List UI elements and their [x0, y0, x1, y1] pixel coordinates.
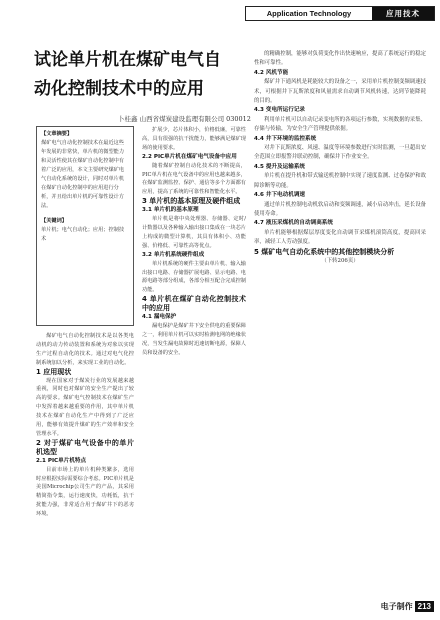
abstract-box [36, 126, 134, 326]
abstract-label: 【文章摘要】 [41, 131, 73, 137]
section-tag-bar [245, 6, 435, 21]
body-paragraph: 单片机能够根据煤层厚度变化自动调节采煤机滚筒高度，提高回采率，减轻工人劳动强度。 [254, 229, 426, 246]
subsection-heading: 2.2 PIC单片机在煤矿电气设备中应用 [142, 153, 237, 160]
body-paragraph: 的精确控制，能够对负荷变化作出快速响应，提高了系统运行的稳定性和可靠性。 [254, 51, 426, 67]
subsection-heading: 3.1 单片机的基本原理 [142, 207, 199, 214]
author-line: 卜桂鑫 山西省煤炭建设监理有限公司 030012 [118, 115, 251, 123]
section-heading: 1 应用现状 [36, 367, 72, 376]
abstract-text: 煤矿电气自动化控制技术在最近这些年发展的非常快，单片机的微型能力和灵活性使其在煤矿自动化控制中有着广泛的应用，本文主要研究煤矿电气自动化系统的设计，同时对单片机在煤矿自动化控制中的应用进行分析，并且给出单片机的可靠性设计方法。 [41, 140, 125, 209]
body-paragraph: 漏电保护是煤矿井下安全供电的重要保障之一，利用单片机可以实时检测电网的绝缘状况，当发生漏电故障时迅速切断电源，保障人员和设备的安全。 [142, 322, 246, 356]
body-paragraph: 利用单片机可以自动记录变电所的各项运行参数，实现数据的采集、存储与传输，为安全生产管理提供依据。 [254, 116, 426, 133]
subsection-heading: 4.5 提升及运输系统 [254, 163, 306, 170]
subsection-heading: 4.2 风机节能 [254, 69, 289, 76]
subsection-heading: 4.6 井下电动机调速 [254, 192, 306, 199]
body-paragraph: 煤矿井下通风机是耗能较大的设备之一，采用单片机控制变频调速技术，可根据井下瓦斯浓度和风量需求自动调节风机转速，达到节能降耗的目的。 [254, 79, 426, 105]
section-heading: 5 煤矿电气自动化系统中的其他控制模块分析 [254, 247, 395, 256]
subsection-heading: 3.2 单片机系统硬件组成 [142, 251, 205, 258]
subsection-heading: 4.4 井下环境的监控系统 [254, 135, 317, 142]
section-heading: 2 对于煤矿电气设备中的单片机选型 [36, 438, 134, 456]
continued-note: （下转206页） [321, 257, 359, 264]
section-heading: 4 单片机在煤矿自动化控制技术中的应用 [142, 295, 246, 313]
subsection-heading: 4.7 液压采煤机的自动调高系统 [254, 220, 333, 227]
subsection-heading: 2.1 PIC单片机特点 [36, 457, 87, 464]
body-paragraph: 对井下瓦斯浓度、风速、温度等环境参数进行实时监测，一旦超出安全范围立即报警并联动控制，确保井下作业安全。 [254, 145, 426, 161]
body-paragraph: 单片机系统的硬件主要由单片机、输入输出接口电路、存储器扩展电路、显示电路、电源电路等部分组成，各部分相互配合完成控制功能。 [142, 260, 246, 294]
section-tag-chinese: 应用技术 [372, 7, 434, 20]
column-2 [142, 126, 246, 604]
body-paragraph: 单片机在提升机和带式输送机控制中实现了速度监测、过卷保护和故障诊断等功能。 [254, 173, 426, 189]
section-tag-english: Application Technology [246, 7, 372, 20]
article-title: 试论单片机在煤矿电气自动化控制技术中的应用 [34, 50, 221, 99]
subsection-heading: 4.3 变电所运行记录 [254, 107, 306, 114]
subsection-heading: 4.1 漏电保护 [142, 314, 177, 321]
keywords-label: 【关键词】 [41, 218, 67, 224]
body-paragraph: 扩展少，芯片体积小，价格低廉，可靠性高，具有很强的抗干扰能力，能够满足煤矿现场的使用要求。 [142, 127, 246, 151]
journal-name: 电子制作 [380, 602, 413, 611]
body-paragraph: 随着煤矿控制自动化技术的不断提高，PIC单片机在电气设备中的应用也越来越多，在煤矿监测监控、保护、通信等多个方面都有应用，提高了系统的可靠性和智能化水平。 [142, 162, 246, 196]
column-1 [36, 332, 134, 604]
page-footer [381, 601, 434, 612]
body-paragraph: 通过单片机控制电动机软启动和变频调速，减小启动冲击，延长设备使用寿命。 [254, 201, 426, 217]
body-paragraph: 单片机是将中央处理器、存储器、定时/计数器以及各种输入输出接口集成在一块芯片上构成的微型计算机，其具有体积小、功能强、价格低、可靠性高等优点。 [142, 216, 246, 249]
body-paragraph: 现在国家对于煤炭行业的发展越来越重视，同时也对煤矿的安全生产提出了较高的要求。煤矿电气控制技术在煤矿生产中发挥着越来越重要的作用，其中单片机技术在煤矿自动化生产中得到了广泛应用，能够有效提升煤矿的生产效率和安全管理水平。 [36, 377, 134, 437]
intro-paragraph: 煤矿电气自动化控制技术是以各类电动机的动力传动装置和系统为对象以实现生产过程自动化的技术。通过对电气化控制系统加以分析，来实现工业的自动化。 [36, 333, 134, 366]
keywords-text: 单片机；电气自动化；应用；控制技术 [41, 227, 125, 242]
section-heading: 3 单片机的基本原理及硬件组成 [142, 197, 241, 206]
column-3 [254, 50, 426, 580]
body-paragraph: 目前市场上的单片机种类繁多，选用时应根据实际需要综合考虑。PIC单片机是美国Microchip公司生产的产品，其采用精简指令集，运行速度快，功耗低，抗干扰能力强，非常适合用于煤矿井下的恶劣环境。 [36, 466, 134, 518]
page-number: 213 [415, 601, 434, 612]
